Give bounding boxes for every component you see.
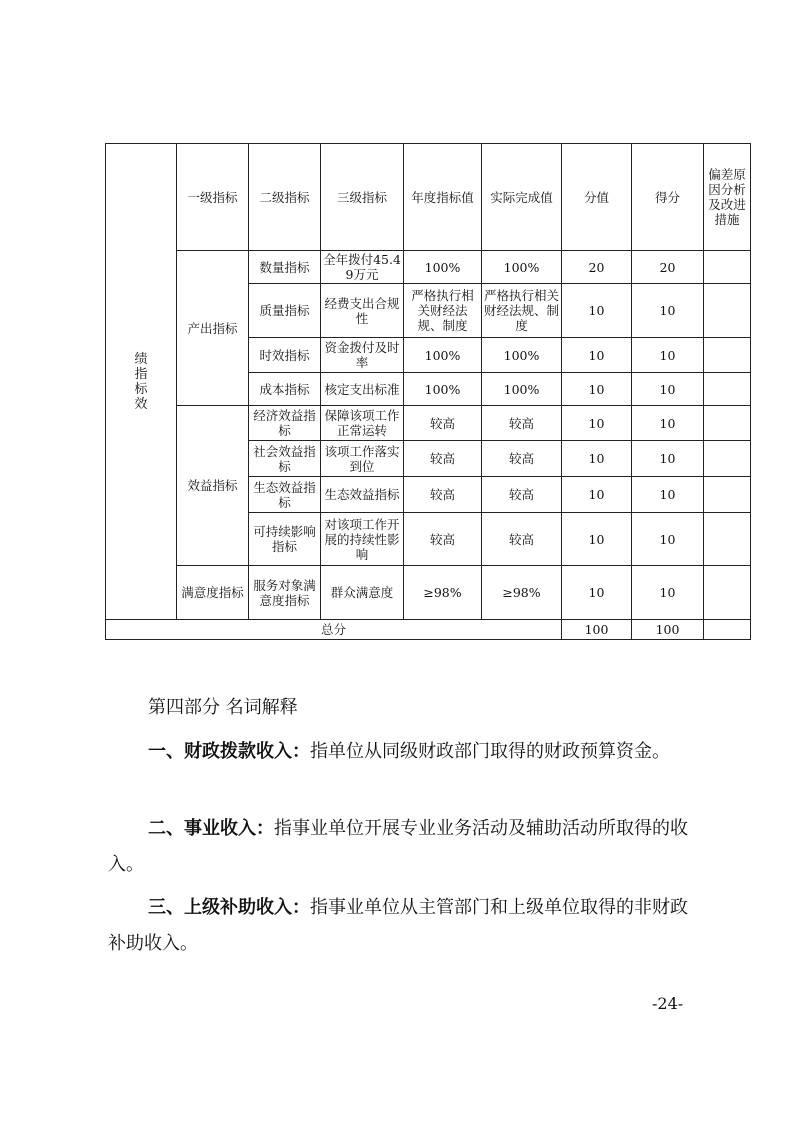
target-cell: ≥98%	[404, 566, 482, 620]
target-cell: 较高	[404, 477, 482, 513]
target-cell: 100%	[404, 338, 482, 373]
actual-cell: 100%	[482, 373, 562, 406]
note-cell	[704, 566, 751, 620]
level2-cell: 时效指标	[249, 338, 321, 373]
actual-cell: 100%	[482, 251, 562, 284]
table-row	[106, 406, 751, 441]
label-char: 绩	[134, 351, 148, 367]
level2-cell: 质量指标	[249, 284, 321, 338]
got-cell: 10	[632, 477, 704, 513]
term-title: 三、上级补助收入：	[148, 897, 310, 918]
page-number: -24-	[652, 994, 684, 1013]
score-cell: 20	[562, 251, 632, 284]
note-cell	[704, 406, 751, 441]
performance-indicator-table	[105, 143, 751, 640]
got-cell: 20	[632, 251, 704, 284]
score-cell: 10	[562, 373, 632, 406]
total-score: 100	[562, 620, 632, 640]
term-definition: 指事业单位从主管部门和上级单位取得的非财政补助收入。	[108, 897, 688, 954]
level3-cell: 资金拨付及时率	[321, 338, 404, 373]
level2-cell: 服务对象满意度指标	[249, 566, 321, 620]
label-char: 标	[134, 381, 148, 397]
actual-cell: 严格执行相关财经法规、制度	[482, 284, 562, 338]
actual-cell: 较高	[482, 477, 562, 513]
term-title: 一、财政拨款收入：	[148, 741, 310, 762]
got-cell: 10	[632, 406, 704, 441]
actual-cell: 较高	[482, 441, 562, 477]
score-cell: 10	[562, 338, 632, 373]
level1-benefit: 效益指标	[177, 406, 249, 566]
target-cell: 较高	[404, 513, 482, 566]
performance-label-cell	[106, 144, 177, 620]
score-cell: 10	[562, 406, 632, 441]
level2-cell: 经济效益指标	[249, 406, 321, 441]
level1-output: 产出指标	[177, 251, 249, 406]
label-char: 效	[134, 396, 148, 412]
level2-cell: 数量指标	[249, 251, 321, 284]
got-cell: 10	[632, 513, 704, 566]
actual-cell: 较高	[482, 513, 562, 566]
note-cell	[704, 338, 751, 373]
header-actual: 实际完成值	[482, 144, 562, 251]
score-cell: 10	[562, 284, 632, 338]
actual-cell: ≥98%	[482, 566, 562, 620]
term-paragraph	[108, 734, 698, 770]
term-definition: 指单位从同级财政部门取得的财政预算资金。	[310, 741, 670, 762]
term-paragraph	[108, 890, 698, 962]
table-header-row	[106, 144, 751, 251]
level2-cell: 社会效益指标	[249, 441, 321, 477]
total-row	[106, 620, 751, 640]
total-label: 总分	[106, 620, 562, 640]
target-cell: 100%	[404, 251, 482, 284]
term-paragraph	[108, 811, 698, 883]
level3-cell: 核定支出标准	[321, 373, 404, 406]
actual-cell: 100%	[482, 338, 562, 373]
section-heading: 第四部分 名词解释	[148, 697, 298, 718]
level1-satisfaction: 满意度指标	[177, 566, 249, 620]
got-cell: 10	[632, 373, 704, 406]
note-cell	[704, 284, 751, 338]
note-cell	[704, 441, 751, 477]
table-row	[106, 251, 751, 284]
level2-cell: 可持续影响指标	[249, 513, 321, 566]
label-char: 指	[134, 366, 148, 382]
level3-cell: 群众满意度	[321, 566, 404, 620]
score-cell: 10	[562, 441, 632, 477]
header-score: 分值	[562, 144, 632, 251]
header-level1: 一级指标	[177, 144, 249, 251]
note-cell	[704, 251, 751, 284]
total-got: 100	[632, 620, 704, 640]
level2-cell: 成本指标	[249, 373, 321, 406]
target-cell: 100%	[404, 373, 482, 406]
target-cell: 较高	[404, 406, 482, 441]
level3-cell: 经费支出合规性	[321, 284, 404, 338]
header-deviation: 偏差原因分析及改进措施	[704, 144, 751, 251]
term-definition: 指事业单位开展专业业务活动及辅助活动所取得的收入。	[108, 818, 688, 875]
header-level3: 三级指标	[321, 144, 404, 251]
level3-cell: 生态效益指标	[321, 477, 404, 513]
total-note	[704, 620, 751, 640]
target-cell: 较高	[404, 441, 482, 477]
level3-cell: 全年拨付45.49万元	[321, 251, 404, 284]
term-title: 二、事业收入：	[148, 818, 274, 839]
header-got: 得分	[632, 144, 704, 251]
level3-cell: 保障该项工作正常运转	[321, 406, 404, 441]
table-row	[106, 566, 751, 620]
level3-cell: 对该项工作开展的持续性影响	[321, 513, 404, 566]
header-target: 年度指标值	[404, 144, 482, 251]
score-cell: 10	[562, 477, 632, 513]
got-cell: 10	[632, 284, 704, 338]
level3-cell: 该项工作落实到位	[321, 441, 404, 477]
level2-cell: 生态效益指标	[249, 477, 321, 513]
note-cell	[704, 513, 751, 566]
header-level2: 二级指标	[249, 144, 321, 251]
got-cell: 10	[632, 566, 704, 620]
note-cell	[704, 373, 751, 406]
score-cell: 10	[562, 566, 632, 620]
target-cell: 严格执行相关财经法规、制度	[404, 284, 482, 338]
actual-cell: 较高	[482, 406, 562, 441]
note-cell	[704, 477, 751, 513]
got-cell: 10	[632, 441, 704, 477]
score-cell: 10	[562, 513, 632, 566]
got-cell: 10	[632, 338, 704, 373]
